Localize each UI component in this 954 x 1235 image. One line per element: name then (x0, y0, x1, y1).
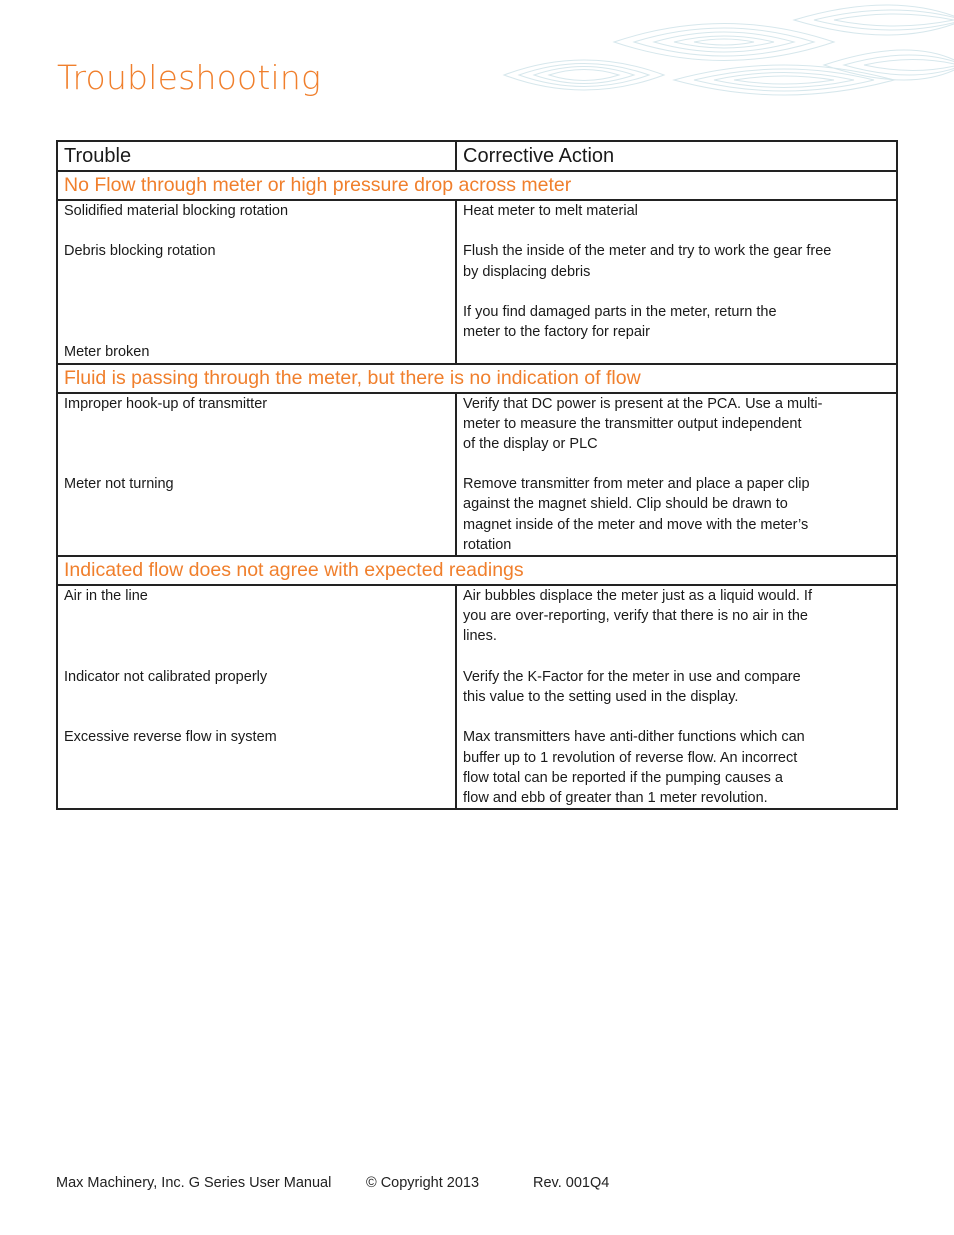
action-line: flow total can be reported if the pumping causes a (463, 769, 783, 786)
trouble-line: Meter broken (64, 344, 150, 361)
action-line: this value to the setting used in the display. (463, 688, 739, 705)
trouble-line (64, 322, 449, 342)
trouble-cell (57, 585, 456, 809)
section-heading-row (57, 364, 897, 393)
action-line: Flush the inside of the meter and try to work the gear free (463, 243, 832, 260)
action-line: rotation (463, 536, 512, 553)
trouble-line (64, 282, 449, 302)
action-line (463, 282, 890, 302)
footer-manual-title: Max Machinery, Inc. G Series User Manual (56, 1175, 332, 1191)
wave-pattern-decoration (494, 0, 954, 110)
trouble-line: Excessive reverse flow in system (64, 729, 277, 746)
trouble-line (64, 454, 449, 474)
action-line (463, 221, 890, 241)
trouble-line (64, 687, 449, 707)
page-footer (56, 1175, 609, 1191)
action-line: meter to measure the transmitter output independent (463, 415, 802, 432)
header-trouble: Trouble (57, 141, 456, 171)
trouble-line: Solidified material blocking rotation (64, 203, 289, 219)
section-heading: Indicated flow does not agree with expected readings (57, 556, 897, 585)
action-cell (456, 393, 897, 557)
trouble-line: Indicator not calibrated properly (64, 668, 268, 685)
trouble-line (64, 647, 449, 667)
trouble-line: Debris blocking rotation (64, 243, 216, 260)
section-heading-row (57, 171, 897, 200)
table-row (57, 200, 897, 364)
action-line: of the display or PLC (463, 435, 598, 452)
footer-copyright: © Copyright 2013 (366, 1175, 480, 1191)
trouble-line: Air in the line (64, 588, 148, 604)
action-line: against the magnet shield. Clip should be drawn to (463, 496, 788, 513)
trouble-line (64, 262, 449, 282)
trouble-line (64, 626, 449, 646)
trouble-line (64, 606, 449, 626)
page-title: Troubleshooting (57, 58, 321, 97)
trouble-line (64, 707, 449, 727)
trouble-line: Meter not turning (64, 476, 174, 493)
action-line: meter to the factory for repair (463, 324, 650, 341)
footer-revision: Rev. 001Q4 (533, 1175, 610, 1191)
header-corrective-action: Corrective Action (456, 141, 897, 171)
section-heading-row (57, 556, 897, 585)
action-line: by displacing debris (463, 263, 591, 280)
table-header-row (57, 141, 897, 171)
action-line: flow and ebb of greater than 1 meter revolution. (463, 789, 768, 806)
trouble-line (64, 434, 449, 454)
trouble-cell (57, 200, 456, 364)
action-cell (456, 200, 897, 364)
table-row (57, 393, 897, 557)
action-cell (456, 585, 897, 809)
action-line (463, 454, 890, 474)
action-line: lines. (463, 628, 497, 645)
action-line (463, 707, 890, 727)
action-line (463, 647, 890, 667)
action-line: Remove transmitter from meter and place a paper clip (463, 476, 810, 493)
action-line: magnet inside of the meter and move with the meter’s (463, 516, 809, 533)
action-line: Max transmitters have anti-dither functions which can (463, 729, 805, 746)
trouble-line (64, 414, 449, 434)
action-line: If you find damaged parts in the meter, return the (463, 303, 777, 320)
action-line: Verify that DC power is present at the PCA. Use a multi- (463, 395, 823, 412)
action-line: you are over-reporting, verify that there is no air in the (463, 608, 808, 625)
action-line: Air bubbles displace the meter just as a liquid would. If (463, 588, 812, 604)
action-line: Verify the K-Factor for the meter in use and compare (463, 668, 801, 685)
action-line: Heat meter to melt material (463, 203, 638, 219)
trouble-line: Improper hook-up of transmitter (64, 395, 268, 412)
section-heading: Fluid is passing through the meter, but there is no indication of flow (57, 364, 897, 393)
trouble-cell (57, 393, 456, 557)
troubleshooting-table (56, 140, 898, 810)
trouble-line (64, 221, 449, 241)
section-heading: No Flow through meter or high pressure drop across meter (57, 171, 897, 200)
action-line: buffer up to 1 revolution of reverse flow. An incorrect (463, 749, 798, 766)
trouble-line (64, 302, 449, 322)
table-row (57, 585, 897, 809)
